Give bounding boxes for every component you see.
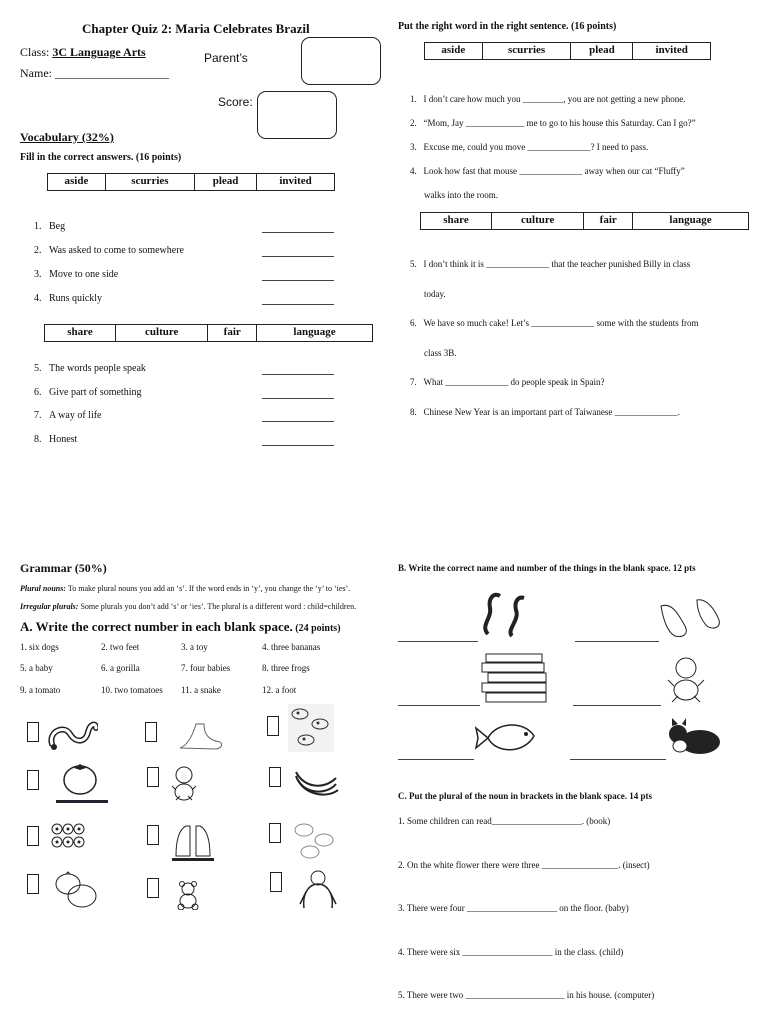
plural-rule: Plural nouns: To make plural nouns you add an ‘s’. If the word ends in ‘y’, you change the ‘y’ to ‘ies’. (20, 584, 351, 593)
answer-blank[interactable] (573, 705, 661, 706)
option-item: 7. four babies (181, 663, 231, 673)
frogs-icon (290, 818, 340, 862)
parent-signature-box[interactable] (301, 37, 381, 85)
frogs-icon (288, 704, 334, 752)
score-box[interactable] (257, 91, 337, 139)
teddy-bear-icon (174, 880, 202, 910)
answer-blank[interactable] (262, 280, 334, 281)
name-line[interactable]: Name: ___________________ (20, 66, 169, 80)
cat-icon (666, 716, 724, 758)
option-item: 1. six dogs (20, 642, 59, 652)
option-item: 9. a tomato (20, 685, 61, 695)
tomatoes-icon (52, 870, 100, 910)
sentence-item: 3. Excuse me, could you move ______________? I need to pass. (410, 142, 649, 152)
option-item: 8. three frogs (262, 663, 310, 673)
vocab-item: 5. The words people speak (34, 363, 146, 374)
vocab-item: 7. A way of life (34, 410, 102, 421)
answer-box[interactable] (269, 767, 281, 787)
word-bank-cell: language (633, 213, 749, 230)
word-bank-cell: scurries (105, 174, 194, 191)
plural-sentence: 3. There were four ____________________ on the floor. (baby) (398, 903, 629, 913)
option-item: 3. a toy (181, 642, 208, 652)
sentence-item: 5. I don’t think it is ______________ that the teacher punished Billy in class (410, 259, 691, 269)
plural-sentence: 5. There were two ______________________ in his house. (computer) (398, 990, 655, 1000)
word-bank-cell: share (45, 325, 116, 342)
answer-blank[interactable] (262, 421, 334, 422)
bananas-icon (292, 766, 340, 798)
vocab-heading: Vocabulary (32%) (20, 130, 114, 144)
answer-blank[interactable] (262, 256, 334, 257)
class-value: 3C Language Arts (52, 45, 146, 59)
word-bank-cell: aside (48, 174, 106, 191)
snakes-icon (478, 588, 528, 640)
sentence-item: 7. What ______________ do people speak in Spain? (410, 377, 605, 387)
answer-blank[interactable] (262, 374, 334, 375)
plural-sentence: 2. On the white flower there were three _________________. (insect) (398, 860, 650, 870)
answer-blank[interactable] (262, 398, 334, 399)
vocab-item: 3. Move to one side (34, 269, 119, 280)
answer-blank[interactable] (262, 445, 334, 446)
baby-icon (166, 764, 202, 804)
vocab-item: 6. Give part of something (34, 387, 142, 398)
right-word-heading: Put the right word in the right sentence. (16 points) (398, 21, 617, 32)
word-bank-cell: plead (571, 43, 633, 60)
word-bank-cell: fair (584, 213, 633, 230)
option-item: 12. a foot (262, 685, 297, 695)
class-label: Class: (20, 45, 53, 59)
option-item: 6. a gorilla (101, 663, 140, 673)
fish-icon (474, 716, 540, 760)
sentence-item: 2. “Mom, Jay _____________ me to go to his house this Saturday. Can I go?” (410, 118, 696, 128)
word-bank-3 (424, 42, 711, 60)
gorilla-icon (296, 868, 340, 912)
plural-sentence: 4. There were six ____________________ in the class. (child) (398, 947, 624, 957)
feet-icon (657, 596, 723, 642)
answer-box[interactable] (27, 722, 39, 742)
grammar-heading: Grammar (50%) (20, 561, 107, 575)
sentence-item: 8. Chinese New Year is an important part of Taiwanese ______________. (410, 407, 680, 417)
feet-icon (172, 822, 214, 862)
quiz-title: Chapter Quiz 2: Maria Celebrates Brazil (82, 21, 310, 36)
answer-box[interactable] (147, 878, 159, 898)
sentence-item: 4. Look how fast that mouse ______________ away when our cat “Fluffy” (410, 166, 685, 176)
answer-blank[interactable] (262, 232, 334, 233)
answer-blank[interactable] (262, 304, 334, 305)
foot-icon (176, 718, 224, 752)
section-c-heading: C. Put the plural of the noun in brackets in the blank space. 14 pts (398, 791, 653, 801)
word-bank-cell: invited (257, 174, 335, 191)
baby-icon (660, 654, 712, 706)
class-line (20, 45, 146, 60)
sentence-item: 6. We have so much cake! Let’s ______________ some with the students from (410, 318, 699, 328)
tomato-icon (56, 760, 108, 804)
word-bank-cell: language (257, 325, 373, 342)
option-item: 5. a baby (20, 663, 53, 673)
snake-icon (46, 714, 98, 754)
word-bank-cell: fair (208, 325, 257, 342)
answer-box[interactable] (269, 823, 281, 843)
answer-box[interactable] (147, 825, 159, 845)
answer-box[interactable] (147, 767, 159, 787)
sentence-item: 1. I don’t care how much you _________, you are not getting a new phone. (410, 94, 686, 104)
answer-box[interactable] (27, 874, 39, 894)
answer-blank[interactable] (398, 759, 474, 760)
answer-blank[interactable] (398, 641, 478, 642)
word-bank-cell: culture (492, 213, 584, 230)
option-item: 2. two feet (101, 642, 140, 652)
dogs-icon (50, 822, 86, 858)
word-bank-cell: plead (194, 174, 256, 191)
vocab-item: 4. Runs quickly (34, 293, 103, 304)
score-label: Score: (218, 95, 253, 109)
answer-box[interactable] (267, 716, 279, 736)
answer-box[interactable] (270, 872, 282, 892)
answer-blank[interactable] (570, 759, 666, 760)
word-bank-cell: share (421, 213, 492, 230)
vocab-item: 8. Honest (34, 434, 78, 445)
option-item: 4. three bananas (262, 642, 321, 652)
sentence-continuation: class 3B. (424, 348, 457, 358)
vocab-instruction: Fill in the correct answers. (16 points) (20, 152, 182, 163)
word-bank-cell: culture (116, 325, 208, 342)
section-b-heading: B. Write the correct name and number of the things in the blank space. 12 pts (398, 563, 696, 573)
parents-label: Parent’s (204, 51, 248, 65)
word-bank-cell: scurries (482, 43, 571, 60)
sentence-continuation: today. (424, 289, 446, 299)
word-bank-cell: aside (425, 43, 483, 60)
vocab-item: 1. Beg (34, 221, 66, 232)
answer-box[interactable] (145, 722, 157, 742)
irregular-rule: Irregular plurals: Some plurals you don’t add ‘s’ or ‘ies’. The plural is a different word : child=children. (20, 602, 357, 611)
word-bank-1 (47, 173, 335, 191)
sentence-continuation: walks into the room. (424, 190, 498, 200)
answer-blank[interactable] (575, 641, 659, 642)
answer-box[interactable] (27, 770, 39, 790)
vocab-item: 2. Was asked to come to somewhere (34, 245, 184, 256)
option-item: 11. a snake (181, 685, 221, 695)
word-bank-2 (44, 324, 373, 342)
answer-blank[interactable] (398, 705, 480, 706)
answer-box[interactable] (27, 826, 39, 846)
option-item: 10. two tomatoes (101, 685, 163, 695)
word-bank-4 (420, 212, 749, 230)
books-icon (480, 650, 552, 706)
word-bank-cell: invited (633, 43, 711, 60)
plural-sentence: 1. Some children can read____________________. (book) (398, 816, 611, 826)
section-a-title: A. Write the correct number in each blank space. (24 points) (20, 619, 341, 634)
